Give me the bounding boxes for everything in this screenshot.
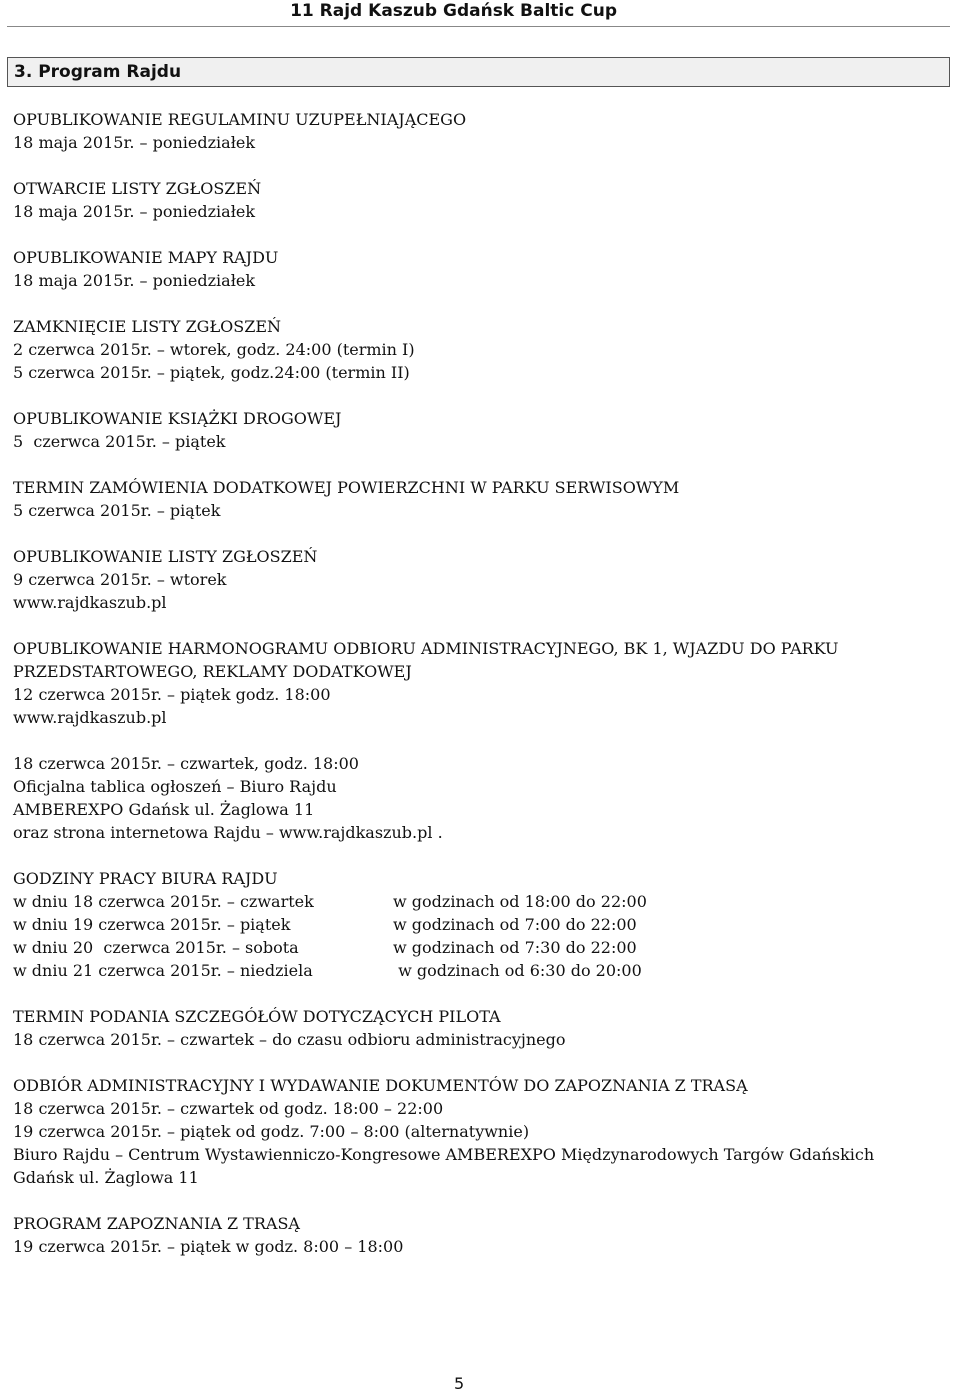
office-hours-row (13, 959, 647, 982)
program-item-detail: 2 czerwca 2015r. – wtorek, godz. 24:00 (termin I) (13, 340, 415, 359)
program-item-heading: OPUBLIKOWANIE KSIĄŻKI DROGOWEJ (13, 409, 342, 428)
program-item-detail: 18 czerwca 2015r. – czwartek od godz. 18:00 – 22:00 (13, 1099, 444, 1118)
program-item (13, 476, 943, 522)
program-item (13, 752, 943, 844)
program-item-heading: PROGRAM ZAPOZNANIA Z TRASĄ (13, 1214, 300, 1233)
program-item-detail: 19 czerwca 2015r. – piątek w godz. 8:00 – 18:00 (13, 1237, 404, 1256)
program-item-detail: 9 czerwca 2015r. – wtorek (13, 570, 227, 589)
program-item-detail: 5 czerwca 2015r. – piątek (13, 501, 221, 520)
program-blocks (13, 108, 943, 844)
office-hours-row (13, 913, 647, 936)
program-item-detail: PRZEDSTARTOWEGO, REKLAMY DODATKOWEJ (13, 662, 412, 681)
office-hours-row (13, 890, 647, 913)
office-hours-time: w godzinach od 7:00 do 22:00 (393, 915, 637, 934)
program-item-detail: www.rajdkaszub.pl (13, 593, 167, 612)
program-item (13, 1212, 943, 1258)
program-item (13, 545, 943, 614)
program-item-detail: Biuro Rajdu – Centrum Wystawienniczo-Kongresowe AMBEREXPO Międzynarodowych Targów Gdańskich (13, 1145, 875, 1164)
program-item-detail: 18 maja 2015r. – poniedziałek (13, 133, 256, 152)
program-item-heading: OPUBLIKOWANIE MAPY RAJDU (13, 248, 279, 267)
program-item-detail: 12 czerwca 2015r. – piątek godz. 18:00 (13, 685, 331, 704)
office-hours-day: w dniu 20 czerwca 2015r. – sobota (13, 938, 299, 957)
office-hours-row (13, 936, 647, 959)
office-hours-day: w dniu 21 czerwca 2015r. – niedziela (13, 961, 313, 980)
program-item-detail: 19 czerwca 2015r. – piątek od godz. 7:00 – 8:00 (alternatywnie) (13, 1122, 530, 1141)
program-item (13, 108, 943, 154)
running-header-title: 11 Rajd Kaszub Gdańsk Baltic Cup (290, 1, 617, 21)
program-item (13, 177, 943, 223)
program-item (13, 315, 943, 384)
office-hours-table (13, 890, 647, 982)
program-item-detail: 5 czerwca 2015r. – piątek, godz.24:00 (termin II) (13, 363, 410, 382)
program-item-heading: OPUBLIKOWANIE REGULAMINU UZUPEŁNIAJĄCEGO (13, 110, 467, 129)
program-item-detail: Oficjalna tablica ogłoszeń – Biuro Rajdu (13, 777, 337, 796)
office-hours-block (13, 867, 943, 982)
program-item-detail: 5 czerwca 2015r. – piątek (13, 432, 226, 451)
program-content (13, 108, 943, 1281)
program-item-heading: ODBIÓR ADMINISTRACYJNY I WYDAWANIE DOKUMENTÓW DO ZAPOZNANIA Z TRASĄ (13, 1076, 748, 1095)
office-hours-day: w dniu 19 czerwca 2015r. – piątek (13, 915, 291, 934)
program-item-heading: OPUBLIKOWANIE LISTY ZGŁOSZEŃ (13, 547, 318, 566)
program-item-heading: ZAMKNIĘCIE LISTY ZGŁOSZEŃ (13, 317, 282, 336)
office-hours-time: w godzinach od 6:30 do 20:00 (393, 961, 642, 980)
program-item-heading: OTWARCIE LISTY ZGŁOSZEŃ (13, 179, 262, 198)
program-item-heading: TERMIN ZAMÓWIENIA DODATKOWEJ POWIERZCHNI W PARKU SERWISOWYM (13, 478, 680, 497)
program-item (13, 407, 943, 453)
office-hours-title: GODZINY PRACY BIURA RAJDU (13, 869, 278, 888)
page-number: 5 (454, 1374, 465, 1393)
program-item-detail: www.rajdkaszub.pl (13, 708, 167, 727)
section-title: 3. Program Rajdu (14, 62, 182, 82)
program-item-heading: OPUBLIKOWANIE HARMONOGRAMU ODBIORU ADMINISTRACYJNEGO, BK 1, WJAZDU DO PARKU (13, 639, 839, 658)
program-item-detail: oraz strona internetowa Rajdu – www.rajdkaszub.pl . (13, 823, 443, 842)
program-item-detail: 18 maja 2015r. – poniedziałek (13, 271, 256, 290)
section-heading-bar (7, 57, 950, 87)
program-item-heading: 18 czerwca 2015r. – czwartek, godz. 18:00 (13, 754, 359, 773)
program-item (13, 246, 943, 292)
office-hours-time: w godzinach od 18:00 do 22:00 (393, 892, 647, 911)
office-hours-day: w dniu 18 czerwca 2015r. – czwartek (13, 892, 314, 911)
program-item (13, 1005, 943, 1051)
program-blocks-after (13, 1005, 943, 1258)
program-item-detail: Gdańsk ul. Żaglowa 11 (13, 1168, 199, 1187)
header-rule (7, 26, 950, 27)
program-item-heading: TERMIN PODANIA SZCZEGÓŁÓW DOTYCZĄCYCH PILOTA (13, 1007, 501, 1026)
program-item (13, 637, 943, 729)
office-hours-time: w godzinach od 7:30 do 22:00 (393, 938, 637, 957)
program-item-detail: AMBEREXPO Gdańsk ul. Żaglowa 11 (13, 800, 315, 819)
program-item-detail: 18 czerwca 2015r. – czwartek – do czasu odbioru administracyjnego (13, 1030, 566, 1049)
program-item-detail: 18 maja 2015r. – poniedziałek (13, 202, 256, 221)
program-item (13, 1074, 943, 1189)
